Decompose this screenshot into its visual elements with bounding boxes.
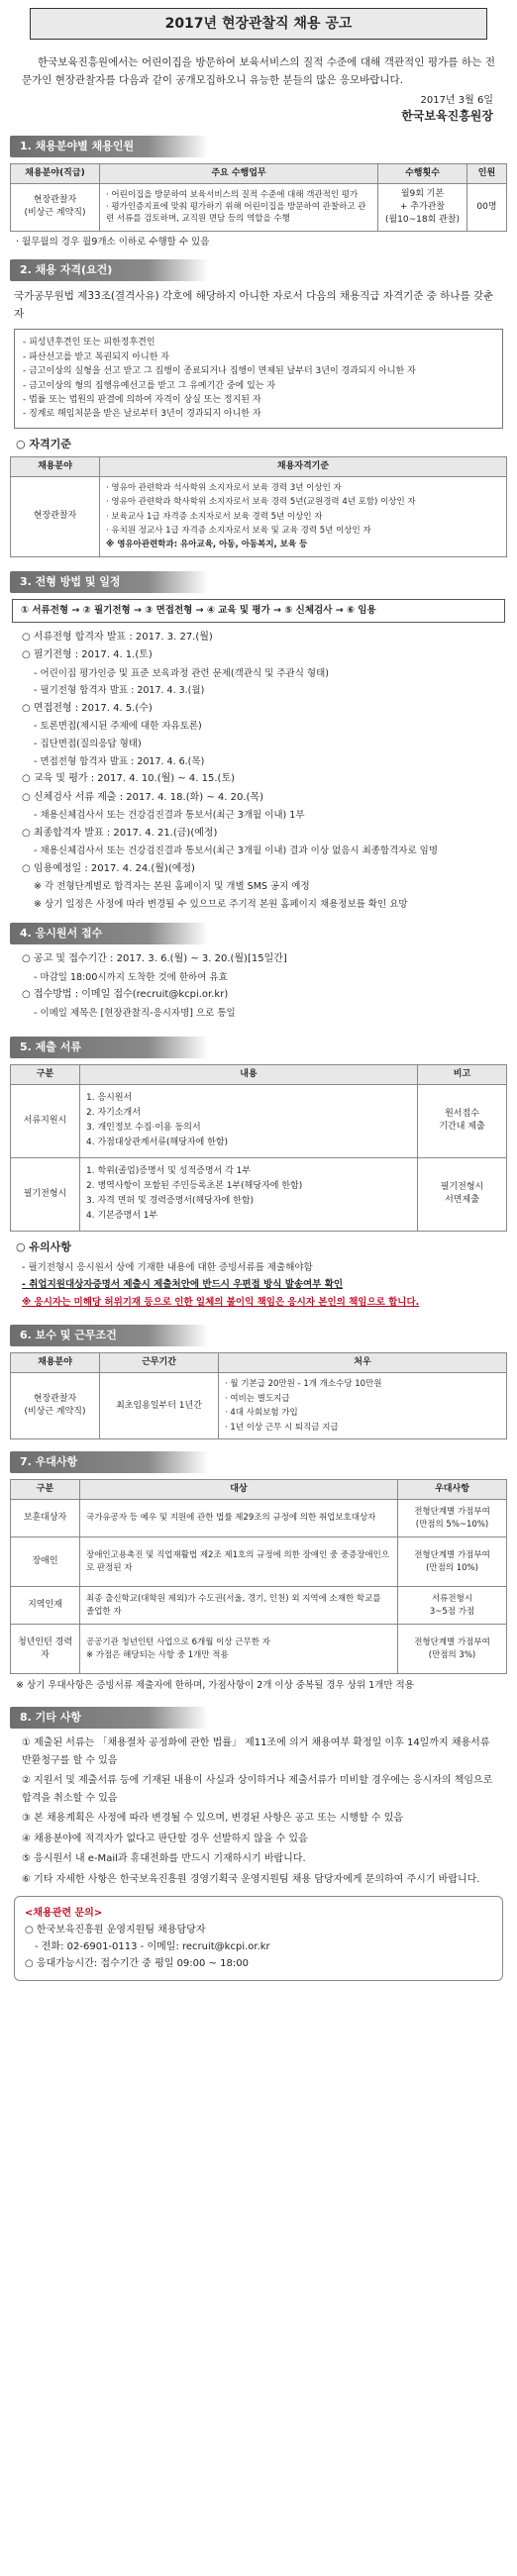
preference-table [10, 1479, 507, 1674]
disq-line: - 금고이상의 형의 집행유예선고를 받고 그 유예기간 중에 있는 자 [23, 380, 276, 391]
th-crit-field: 채용분야 [11, 456, 100, 476]
th-pay-terms: 처우 [219, 1353, 507, 1373]
s1-note: · 월무월의 경우 월9개소 이하로 수행할 수 있음 [16, 236, 210, 248]
section-5-header: 5. 제출 서류 [10, 1037, 208, 1058]
field-cell: 현장관찰자 (비상근 계약직) [11, 183, 100, 231]
contact-line: ○ 응대가능시간: 접수기간 중 평일 09:00 ~ 18:00 [25, 1958, 249, 1970]
schedule-item: ○ 임용예정일 : 2017. 4. 24.(월)(예정) [22, 862, 195, 874]
doc-content-cell: 1. 학위(졸업)증명서 및 성적증명서 각 1부 2. 병역사항이 포함된 주민등록초본 1부(해당자에 한함) 3. 자격 면허 및 경력증명서(해당자에 한함) 4. 기본증명서 1부 [80, 1157, 418, 1231]
criteria-table [10, 456, 507, 557]
schedule-item: ○ 면접전형 : 2017. 4. 5.(수) [22, 702, 153, 714]
section-7-header: 7. 우대사항 [10, 1451, 208, 1473]
application-list [16, 950, 501, 1022]
th-duty: 주요 수행업무 [100, 163, 378, 183]
section-8-header: 8. 기타 사항 [10, 1707, 208, 1729]
th-crit-std: 채용자격기준 [100, 456, 507, 476]
section-2-header: 2. 채용 자격(요건) [10, 259, 208, 281]
application-item: - 이메일 제목은 [현장관찰직-응시자명] 으로 통일 [34, 1007, 236, 1019]
notes-heading: ○ 유의사항 [16, 1239, 71, 1253]
crit-lines-cell [100, 476, 507, 556]
contact-heading: <채용관련 문의> [25, 1908, 103, 1920]
schedule-item: - 면접전형 합격자 발표 : 2017. 4. 6.(목) [34, 755, 205, 767]
people-cell: 00명 [467, 183, 507, 231]
pref-type-cell: 장애인 [11, 1537, 80, 1587]
section-3-header: 3. 전형 방법 및 일정 [10, 571, 208, 593]
section-6-header: 6. 보수 및 근무조건 [10, 1325, 208, 1346]
pref-benefit-cell: 전형단계별 가점부여 (만점의 5%~10%) [398, 1500, 507, 1537]
notes-list [16, 1259, 501, 1312]
schedule-list [16, 629, 501, 914]
pref-type-cell: 보훈대상자 [11, 1500, 80, 1537]
th-pref-benefit: 우대사항 [398, 1480, 507, 1500]
note-item: ※ 응시자는 미해당 허위기재 등으로 인한 일체의 불이익 책임은 응시자 본인의 책임으로 합니다. [22, 1296, 420, 1308]
section-1-header: 1. 채용분야별 채용인원 [10, 136, 208, 157]
th-pref-target: 대상 [80, 1480, 398, 1500]
th-pay-field: 채용분야 [11, 1353, 100, 1373]
disq-line: - 파산선고를 받고 복권되지 아니한 자 [23, 351, 169, 362]
recruit-table [10, 163, 507, 232]
th-count: 수행횟수 [378, 163, 467, 183]
notice-page [0, 8, 517, 2576]
pref-target-cell: 공공기관 청년인턴 사업으로 6개월 이상 근무한 자 ※ 가점은 해당되는 사항 중 1개만 적용 [80, 1625, 398, 1674]
note-item: - 필기전형시 응시원서 상에 기재한 내용에 대한 증빙서류를 제출해야함 [22, 1261, 313, 1273]
pref-type-cell: 청년인턴 경력자 [11, 1625, 80, 1674]
schedule-item: ※ 각 전형단계별로 합격자는 본원 홈페이지 및 개별 SMS 공지 예정 [34, 881, 310, 893]
disq-line: - 피성년후견인 또는 피한정후견인 [23, 338, 155, 348]
th-doc-note: 비고 [418, 1064, 507, 1084]
misc-item: ① 제출된 서류는 「채용절차 공정화에 관한 법률」 제11조에 의거 채용여부 확정일 이후 14일까지 채용서류 반환청구를 할 수 있음 [22, 1737, 490, 1766]
misc-item: ⑥ 기타 자세한 사항은 한국보육진흥원 경영기획국 운영지원팀 채용 담당자에게 문의하여 주시기 바랍니다. [22, 1873, 480, 1885]
documents-table [10, 1064, 507, 1232]
crit-field-cell: 현장관찰자 [11, 476, 100, 556]
issuer: 한국보육진흥원장 [401, 109, 493, 124]
pref-benefit-cell: 전형단계별 가점부여 (만점의 3%) [398, 1625, 507, 1674]
application-item: ○ 접수방법 : 이메일 접수(recruit@kcpi.or.kr) [22, 989, 229, 1001]
schedule-item: ○ 교육 및 평가 : 2017. 4. 10.(월) ~ 4. 15.(토) [22, 773, 236, 785]
crit-line: · 유치원 정교사 1급 자격증 소지자로서 보육 및 교육 경력 5년 이상인 자 [106, 525, 371, 536]
pay-field-cell: 현장관찰자 (비상근 계약직) [11, 1373, 100, 1439]
schedule-item: - 토론면접(제시된 주제에 대한 자유토론) [34, 721, 202, 733]
application-item: ○ 공고 및 접수기간 : 2017. 3. 6.(월) ~ 3. 20.(월)[15일간] [22, 953, 287, 965]
pref-benefit-cell: 서류전형시 3~5점 가점 [398, 1587, 507, 1625]
doc-type-cell: 서류지원시 [11, 1084, 80, 1157]
application-item: - 마감일 18:00시까지 도착한 것에 한하여 유효 [34, 971, 228, 983]
contact-line: ○ 한국보육진흥원 운영지원팀 채용담당자 [25, 1925, 206, 1936]
doc-content-cell: 1. 응시원서 2. 자기소개서 3. 개인정보 수집·이용 동의서 4. 가점대상관계서류(해당자에 한함) [80, 1084, 418, 1157]
doc-note-cell: 원서접수 기간내 제출 [418, 1084, 507, 1157]
th-doc-content: 내용 [80, 1064, 418, 1084]
th-pay-period: 근무기간 [100, 1353, 219, 1373]
disq-line: - 금고이상의 실형을 선고 받고 그 집행이 종료되거나 집행이 면제된 날부터 3년이 경과되지 아니한 자 [23, 366, 416, 377]
schedule-item: - 필기전형 합격자 발표 : 2017. 4. 3.(월) [34, 685, 205, 697]
note-item: - 취업지원대상자증명서 제출시 제출처안에 반드시 우편접 방식 발송여부 확인 [22, 1279, 344, 1291]
schedule-item: ○ 신체검사 서류 제출 : 2017. 4. 18.(화) ~ 4. 20.(목) [22, 791, 263, 803]
pref-benefit-cell: 전형단계별 가점부여 (만점의 10%) [398, 1537, 507, 1587]
notice-date: 2017년 3월 6일 [420, 94, 493, 106]
pay-terms-cell: · 월 기본급 20만원 - 1개 개소수당 10만원 · 여비는 별도지급 · 4대 사회보험 가입 · 1년 이상 근무 시 퇴직금 지급 [219, 1373, 507, 1439]
schedule-item: ○ 필기전형 : 2017. 4. 1.(토) [22, 649, 153, 661]
disq-line: - 징계로 해임처분을 받은 날로부터 3년이 경과되지 아니한 자 [23, 409, 261, 420]
pref-target-cell: 최종 출신학교(대학원 제외)가 수도권(서울, 경기, 인천) 외 지역에 소재한 학교를 졸업한 자 [80, 1587, 398, 1625]
schedule-item: - 어린이집 평가인증 및 표준 보육과정 관련 문제(객관식 및 주관식 형태) [34, 667, 329, 679]
misc-item: ④ 채용분야에 적격자가 없다고 판단할 경우 선발하지 않을 수 있음 [22, 1833, 308, 1844]
schedule-item: - 집단면접(질의응답 형태) [34, 739, 142, 750]
schedule-item: ※ 상기 일정은 사정에 따라 변경될 수 있으므로 주기적 본원 홈페이지 채용정보를 확인 요망 [34, 898, 408, 910]
pref-type-cell: 지역인재 [11, 1587, 80, 1625]
crit-line: · 보육교사 1급 자격증 소지자로서 보육 경력 5년 이상인 자 [106, 511, 323, 522]
crit-line: ※ 영유아관련학과: 유아교육, 아동, 아동복지, 보육 등 [106, 540, 308, 550]
th-field: 채용분야(직급) [11, 163, 100, 183]
s2-text: 국가공무원법 제33조(결격사유) 각호에 해당하지 아니한 자로서 다음의 채용직급 자격기준 중 하나를 갖춘 자 [14, 289, 494, 320]
th-doc-type: 구분 [11, 1064, 80, 1084]
pref-target-cell: 국가유공자 등 예우 및 지원에 관한 법률 제29조의 규정에 의한 취업보호대상자 [80, 1500, 398, 1537]
criteria-heading: ○ 자격기준 [16, 437, 71, 450]
doc-note-cell: 필기전형시 서면제출 [418, 1157, 507, 1231]
disqualification-box [14, 329, 503, 428]
disq-line: - 법률 또는 법원의 판결에 의하여 자격이 상실 또는 정지된 자 [23, 394, 261, 405]
doc-type-cell: 필기전형시 [11, 1157, 80, 1231]
crit-line: · 영유아 관련학과 석사학위 소지자로서 보육 경력 3년 이상인 자 [106, 482, 342, 493]
page-title: 2017년 현장관찰직 채용 공고 [30, 8, 487, 40]
schedule-item: ○ 최종합격자 발표 : 2017. 4. 21.(금)(예정) [22, 827, 218, 839]
th-people: 인원 [467, 163, 507, 183]
process-flow: ① 서류전형 → ② 필기전형 → ③ 면접전형 → ④ 교육 및 평가 → ⑤ 신체검사 → ⑥ 임용 [12, 599, 505, 623]
contact-line: - 전화: 02-6901-0113 - 이메일: recruit@kcpi.or.kr [35, 1941, 270, 1953]
crit-line: · 영유아 관련학과 학사학위 소지자로서 보육 경력 5년(교원경력 4년 포함) 이상인 자 [106, 497, 416, 508]
pay-table [10, 1352, 507, 1439]
contact-box [14, 1896, 503, 1981]
section-4-header: 4. 응시원서 접수 [10, 923, 208, 944]
misc-item: ③ 본 채용계획은 사정에 따라 변경될 수 있으며, 변경된 사항은 공고 또는 시행할 수 있음 [22, 1813, 404, 1825]
duty-cell: · 어린이집을 방문하여 보육서비스의 질적 수준에 대해 객관적인 평가 · 평가인증지표에 맞춰 평가하기 위해 어린이집을 방문하여 관찰하고 관련 서류를 검토하며, 교직원 면담 등의 역할을 수행 [100, 183, 378, 231]
intro-text: 한국보육진흥원에서는 어린이집을 방문하여 보육서비스의 질적 수준에 대해 객관적인 평가를 하는 전문가인 현장관찰자를 다음과 같이 공개모집하오니 유능한 분들의 많은 응모바랍니다. [22, 56, 495, 87]
pay-period-cell: 최초임용일부터 1년간 [100, 1373, 219, 1439]
misc-item: ⑤ 응시원서 내 e-Mail과 휴대전화를 반드시 기재하시기 바랍니다. [22, 1853, 306, 1865]
s7-note: ※ 상기 우대사항은 증빙서류 제출자에 한하며, 가점사항이 2개 이상 중복될 경우 상위 1개만 적용 [16, 1680, 414, 1692]
misc-item: ② 지원서 및 제출서류 등에 기재된 내용이 사실과 상이하거나 제출서류가 미비할 경우에는 응시자의 책임으로 합격을 취소할 수 있음 [22, 1775, 493, 1804]
schedule-item: - 채용신체검사서 또는 건강검진결과 통보서(최근 3개월 이내) 1부 [34, 810, 305, 822]
schedule-item: ○ 서류전형 합격자 발표 : 2017. 3. 27.(월) [22, 631, 213, 643]
th-pref-type: 구분 [11, 1480, 80, 1500]
schedule-item: - 채용신체검사서 또는 건강검진결과 통보서(최근 3개월 이내) 결과 이상 없음시 최종합격자로 임명 [34, 845, 439, 857]
pref-target-cell: 장애인고용촉진 및 직업재활법 제2조 제1호의 규정에 의한 장애인 중 중증장애인으로 판정된 자 [80, 1537, 398, 1587]
misc-list [16, 1734, 501, 1888]
count-cell: 월9회 기본 + 추가관찰 (월10~18회 관찰) [378, 183, 467, 231]
